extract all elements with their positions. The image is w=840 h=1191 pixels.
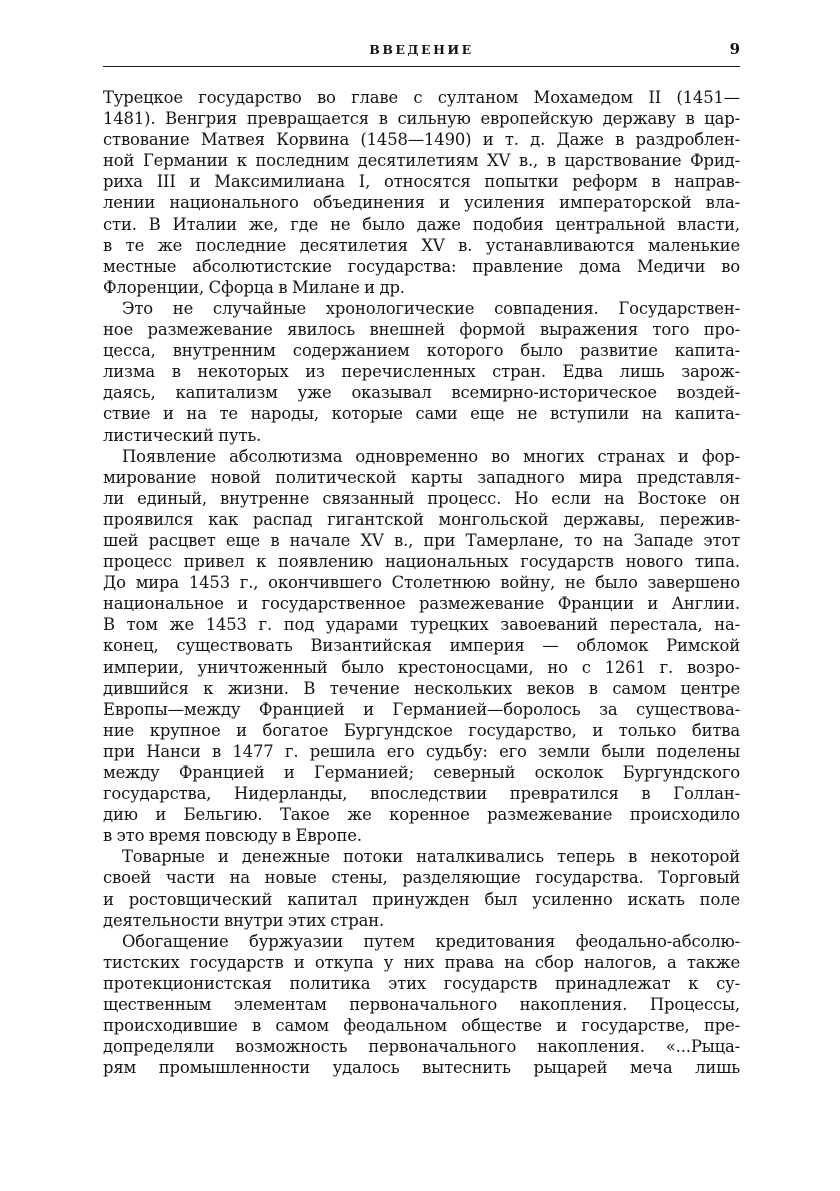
paragraph [103, 298, 740, 446]
text-line: Обогащение буржуазии путем кредитования феодально-абсолю- [122, 931, 740, 951]
text-line: Это не случайные хронологические совпадения. Государствен- [122, 298, 740, 318]
text-line: лизма в некоторых из перечисленных стран. Едва лишь зарож- [103, 362, 740, 382]
text-line: между Францией и Германией; северный осколок Бургундского [103, 763, 740, 782]
text-line: До мира 1453 г., окончившего Столетнюю войну, не было завершено [103, 573, 740, 593]
text-line: Европы—между Францией и Германией—боролось за существова- [103, 699, 740, 719]
text-line: риха III и Максимилиана I, относятся попытки реформ в направ- [103, 172, 740, 192]
text-line: Появление абсолютизма одновременно во многих странах и фор- [122, 446, 740, 466]
text-line: государства, Нидерланды, впоследствии превратился в Голлан- [103, 784, 740, 804]
text-line: процесс привел к появлению национальных государств нового типа. [103, 552, 740, 572]
text-line: ние крупное и богатое Бургундское государство, и только битва [103, 720, 740, 740]
running-title: ВВЕДЕНИЕ [369, 42, 474, 57]
text-line: ствование Матвея Корвина (1458—1490) и т. д. Даже в раздроблен- [103, 130, 740, 150]
text-line: в те же последние десятилетия XV в. устанавливаются маленькие [103, 235, 740, 255]
text-line: листический путь. [103, 425, 262, 445]
paragraph [103, 931, 740, 1079]
text-line: лении национального объединения и усиления императорской вла- [103, 193, 740, 213]
text-line: Турецкое государство во главе с султаном Мохамедом II (1451— [103, 88, 740, 107]
text-line: ли единый, внутренне связанный процесс. Но если на Востоке он [103, 488, 740, 508]
text-line: тистских государств и откупа у них права на сбор налогов, а также [103, 952, 740, 972]
body-text [103, 87, 740, 1078]
text-line: проявился как распад гигантской монгольской державы, пережив- [103, 509, 740, 529]
text-line: ной Германии к последним десятилетиям XV в., в царствование Фрид- [103, 151, 740, 171]
text-line: рям промышленности удалось вытеснить рыцарей меча лишь [103, 1058, 740, 1078]
text-line: допределяли возможность первоначального накопления. «...Рыца- [103, 1037, 740, 1057]
text-line: своей части на новые стены, разделяющие государства. Торговый [103, 868, 740, 888]
text-line: шей расцвет еще в начале XV в., при Тамерлане, то на Западе этот [103, 530, 740, 550]
text-line: цесса, внутренним содержанием которого было развитие капита- [103, 341, 740, 361]
header-rule [103, 66, 740, 67]
text-line: протекционистская политика этих государств принадлежат к су- [103, 973, 740, 993]
text-line: происходившие в самом феодальном обществе и государстве, пре- [103, 1016, 740, 1036]
text-line: даясь, капитализм уже оказывал всемирно-историческое воздей- [103, 383, 740, 403]
running-header [103, 40, 740, 62]
text-line: мирование новой политической карты западного мира представля- [103, 467, 740, 487]
text-line: конец, существовать Византийская империя — обломок Римской [103, 636, 740, 656]
text-line: в это время повсюду в Европе. [103, 826, 362, 846]
text-line: империи, уничтоженный было крестоносцами, но с 1261 г. возро- [103, 657, 740, 677]
text-line: ствие и на те народы, которые сами еще не вступили на капита- [103, 404, 740, 424]
text-line: Флоренции, Сфорца в Милане и др. [103, 277, 405, 297]
paragraph [103, 87, 740, 298]
text-line: В том же 1453 г. под ударами турецких завоеваний перестала, на- [103, 615, 740, 635]
text-line: ное размежевание явилось внешней формой выражения того про- [103, 320, 740, 340]
text-line: дию и Бельгию. Такое же коренное размежевание происходило [103, 805, 740, 825]
text-line: щественным элементам первоначального накопления. Процессы, [103, 995, 740, 1015]
text-line: при Нанси в 1477 г. решила его судьбу: его земли были поделены [103, 741, 740, 761]
text-line: местные абсолютистские государства: правление дома Медичи во [103, 256, 740, 276]
paragraph [103, 446, 740, 847]
text-line: деятельности внутри этих стран. [103, 910, 385, 930]
text-line: дившийся к жизни. В течение нескольких веков в самом центре [103, 678, 740, 698]
text-line: 1481). Венгрия превращается в сильную европейскую державу в цар- [103, 109, 740, 129]
text-line: Товарные и денежные потоки наталкивались теперь в некоторой [122, 847, 740, 867]
text-line: сти. В Италии же, где не было даже подобия центральной власти, [103, 214, 740, 234]
paragraph [103, 846, 740, 930]
text-line: национальное и государственное размежевание Франции и Англии. [103, 594, 740, 614]
page-number: 9 [729, 40, 740, 58]
text-line: и ростовщический капитал принужден был усиленно искать поле [103, 889, 740, 909]
